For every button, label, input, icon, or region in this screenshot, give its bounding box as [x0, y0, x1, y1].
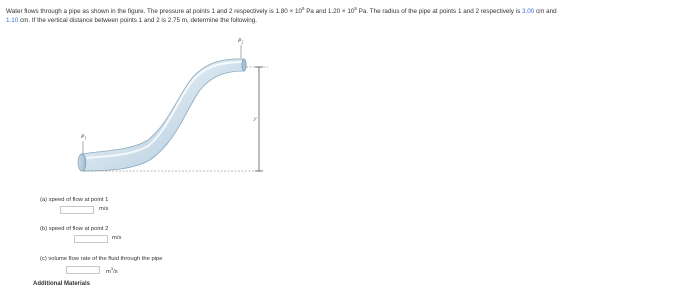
exponent-2: 5	[354, 6, 357, 11]
unit-exponent: 3	[110, 266, 114, 271]
question-c-label: (c) volume flow rate of the fluid through the pipe	[40, 256, 163, 262]
question-a-unit: m/s	[99, 206, 109, 212]
radius-1-value: 3.00	[522, 8, 535, 16]
problem-text-3: Pa. The radius of the pipe at points 1 and 2 respectively is	[356, 8, 522, 16]
question-a-label: (a) speed of flow at point 1	[40, 197, 109, 203]
problem-text-5: cm. If the vertical distance between points 1 and 2 is 2.75 m, determine the following.	[18, 17, 257, 25]
pipe-body	[82, 59, 244, 171]
p2-label: $P_2$	[238, 38, 244, 45]
answer-b-input[interactable]	[74, 235, 108, 243]
question-b-unit: m/s	[112, 235, 122, 241]
answer-c-input[interactable]	[66, 266, 100, 274]
question-c-unit	[106, 266, 118, 275]
pipe-right-opening	[242, 59, 246, 71]
problem-text-4: cm and	[534, 8, 557, 16]
unit-base: m	[106, 268, 111, 275]
y-label: y	[254, 116, 257, 122]
radius-2-value: 1.10	[6, 17, 19, 25]
p1-label: $P_1$	[81, 134, 87, 141]
unit-tail: /s	[113, 268, 118, 275]
problem-text-1: Water flows through a pipe as shown in the figure. The pressure at points 1 and 2 respectively is 1.80 × 10	[6, 8, 302, 16]
exponent-1: 5	[301, 6, 305, 11]
additional-materials-link[interactable]: Additional Materials	[33, 281, 91, 287]
pipe-left-opening	[78, 154, 86, 171]
answer-a-input[interactable]	[60, 206, 94, 214]
problem-text-2: Pa and 1.20 × 10	[304, 8, 355, 16]
question-b-label: (b) speed of flow at point 2	[40, 226, 109, 232]
